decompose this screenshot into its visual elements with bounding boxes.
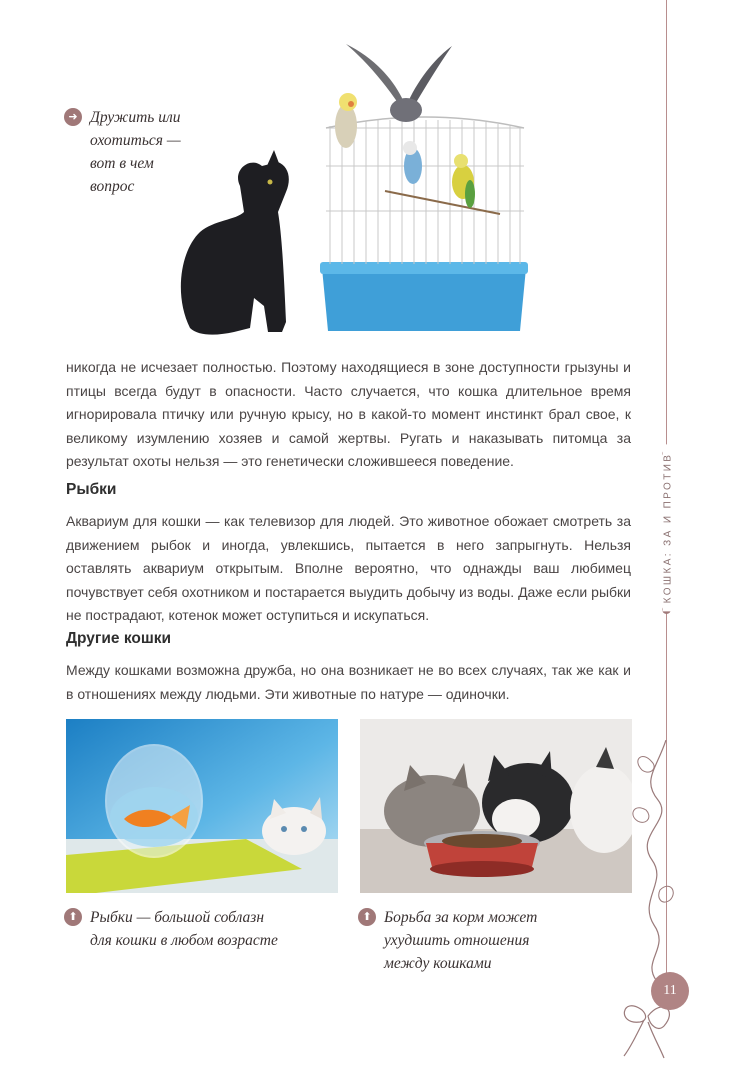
page-number: 11 [651, 972, 689, 1010]
arrow-up-circle-icon: ⬆ [64, 908, 82, 926]
caption-text: Борьба за корм может ухудшить отношения между кошками [384, 909, 538, 972]
goldfish-kitten-photo [66, 719, 338, 893]
caption-text: Дружить или охотиться — вот в чем вопрос [90, 109, 181, 195]
paragraph-predation: никогда не исчезает полностью. Поэтому находящиеся в зоне доступности грызуны и птицы всегда будут в опасности. Часто случается, что кошка длительное время игнорировала птичку или ручную крысу, но в какой-то момент инстинкт брал свое, к великому изумлению хозяев и самой жертвы. Ругать и наказывать питомца за результат охоты нельзя — это генетически сложившееся поведение. [66, 359, 631, 469]
heading-fish: Рыбки [66, 481, 117, 498]
caption-text: Рыбки — большой соблазн для кошки в любом возрасте [90, 909, 278, 949]
running-title: КОШКА: ЗА И ПРОТИВ [663, 445, 674, 612]
kittens-eating-photo [360, 719, 632, 893]
heading-other-cats: Другие кошки [66, 630, 172, 647]
paragraph-other-cats: Между кошками возможна дружба, но она возникает не во всех случаях, так же как и в отношениях между людьми. Эти животные по натуре — одиночки. [66, 662, 631, 702]
cat-and-birdcage-photo [170, 36, 540, 346]
kittens-photo-caption [358, 906, 537, 975]
arrow-up-circle-icon: ⬆ [358, 908, 376, 926]
arrow-right-circle-icon: ➜ [64, 108, 82, 126]
paragraph-fish: Аквариум для кошки — как телевизор для людей. Это животное обожает смотреть за движением рыбок и иногда, увлекшись, пытается в него запрыгнуть. Нельзя оставлять аквариум открытым. Вполне вероятно, что однажды ваш любимец почувствует себя охотником и постарается выудить добычу из воды. Даже если рыбки не пострадают, котенок может оступиться и искупаться. [66, 513, 631, 623]
fish-photo-caption [64, 906, 278, 952]
